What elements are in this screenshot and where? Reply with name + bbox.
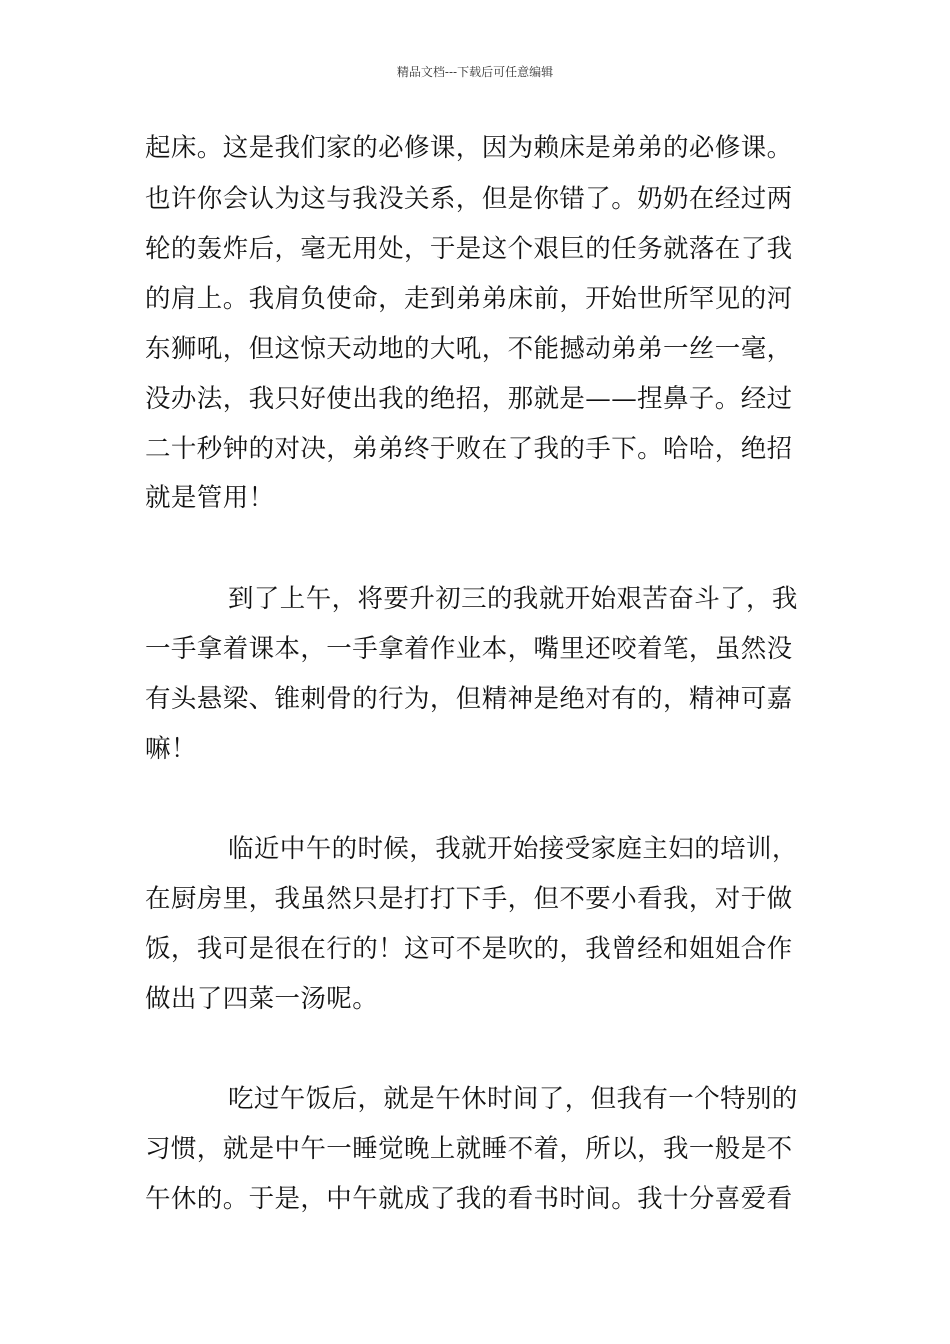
- paragraph-2-line-4: 嘛！: [145, 734, 197, 764]
- paragraph-3-line-3: 饭，我可是很在行的！这可不是吹的，我曾经和姐姐合作: [145, 934, 793, 964]
- paragraph-3-line-2: 在厨房里，我虽然只是打打下手，但不要小看我，对于做: [145, 884, 793, 914]
- paragraph-1-line-3: 轮的轰炸后，毫无用处，于是这个艰巨的任务就落在了我: [145, 234, 793, 264]
- paragraph-1-line-6: 没办法，我只好使出我的绝招，那就是——捏鼻子。经过: [145, 384, 793, 414]
- paragraph-2-line-2: 一手拿着课本，一手拿着作业本，嘴里还咬着笔，虽然没: [145, 634, 793, 664]
- page-header: 精品文档---下载后可任意编辑: [396, 65, 554, 79]
- paragraph-4-line-1: 吃过午饭后，就是午休时间了，但我有一个特别的: [228, 1084, 798, 1114]
- paragraph-1-line-4: 的肩上。我肩负使命，走到弟弟床前，开始世所罕见的河: [145, 284, 793, 314]
- paragraph-1-line-2: 也许你会认为这与我没关系，但是你错了。奶奶在经过两: [145, 184, 793, 214]
- paragraph-2-line-3: 有头悬梁、锥刺骨的行为，但精神是绝对有的，精神可嘉: [145, 684, 793, 714]
- paragraph-4-line-3: 午休的。于是，中午就成了我的看书时间。我十分喜爱看: [145, 1184, 793, 1214]
- paragraph-1-line-7: 二十秒钟的对决，弟弟终于败在了我的手下。哈哈，绝招: [145, 434, 793, 464]
- paragraph-4-line-2: 习惯，就是中午一睡觉晚上就睡不着，所以，我一般是不: [145, 1134, 793, 1164]
- paragraph-3-line-1: 临近中午的时候，我就开始接受家庭主妇的培训，: [228, 834, 798, 864]
- paragraph-1-line-5: 东狮吼，但这惊天动地的大吼，不能撼动弟弟一丝一毫，: [145, 334, 793, 364]
- paragraph-2-line-1: 到了上午，将要升初三的我就开始艰苦奋斗了，我: [228, 584, 798, 614]
- paragraph-3-line-4: 做出了四菜一汤呢。: [145, 984, 379, 1014]
- paragraph-1-line-1: 起床。这是我们家的必修课，因为赖床是弟弟的必修课。: [145, 133, 793, 163]
- paragraph-1-line-8: 就是管用！: [145, 483, 275, 513]
